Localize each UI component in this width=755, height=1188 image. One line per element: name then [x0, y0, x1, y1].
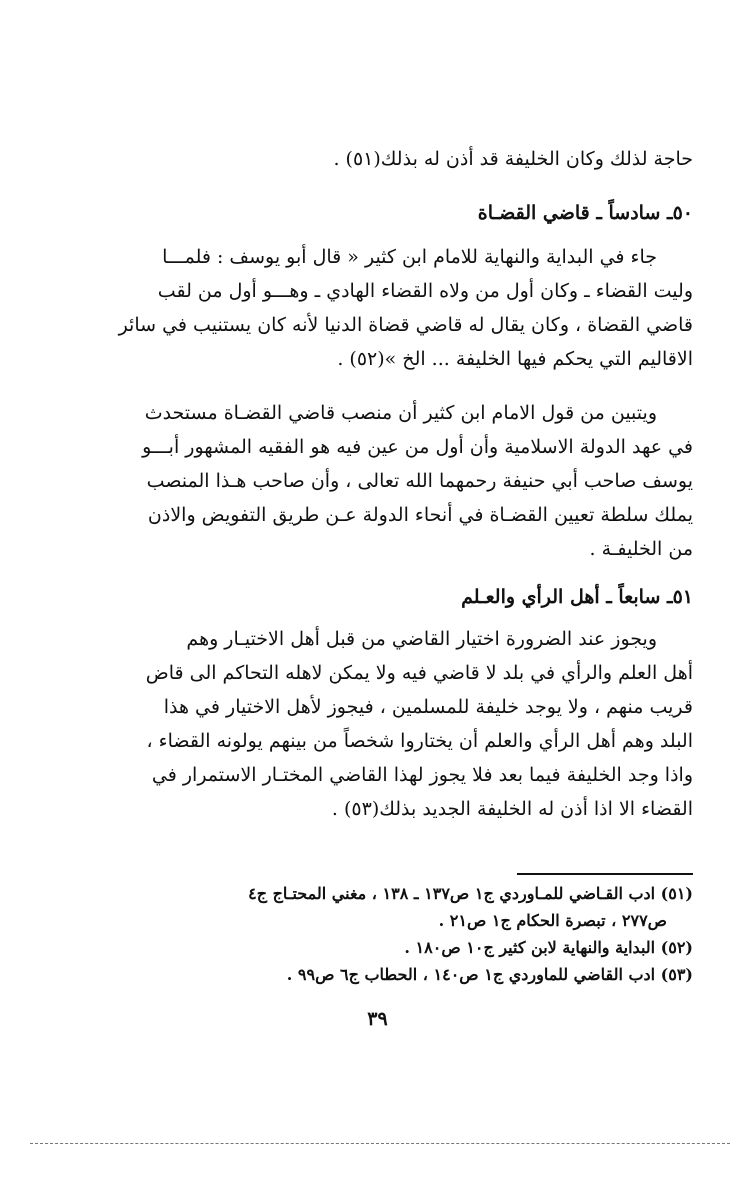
section-50-paragraph-1: [62, 240, 693, 376]
paragraph-line: جاء في البداية والنهاية للامام ابن كثير « قال أبو يوسف : فلمـــا: [162, 246, 657, 268]
paragraph-line: ويتبين من قول الامام ابن كثير أن منصب قاضي القضـاة مستحدث: [144, 402, 657, 424]
section-50-paragraph-2: [62, 396, 693, 566]
scan-edge-divider: [30, 1143, 730, 1144]
intro-line: حاجة لذلك وكان الخليفة قد أذن له بذلك(٥١) .: [333, 148, 693, 170]
paragraph-line: وليت القضاء ـ وكان أول من ولاه القضاء الهادي ـ وهـــو أول من لقب: [157, 280, 693, 302]
section-51-paragraph: [62, 622, 693, 826]
footnotes: [62, 880, 693, 988]
paragraph-line: يملك سلطة تعيين القضـاة في أنحاء الدولة عـن طريق التفويض والاذن: [147, 504, 693, 526]
footnote-line: (٥٣) ادب القاضي للماوردي ج١ ص١٤٠ ، الحطاب ج٦ ص٩٩ .: [286, 965, 693, 984]
paragraph-line: قاضي القضاة ، وكان يقال له قاضي قضاة الدنيا لأنه كان يستنيب في سائر: [118, 314, 693, 336]
footnote-line: (٥١) ادب القـاضي للمـاوردي ج١ ص١٣٧ ـ ١٣٨ ، مغني المحتـاج ج٤: [248, 884, 693, 903]
footnote-line: ص٢٧٧ ، تبصرة الحكام ج١ ص٢١ .: [438, 911, 667, 930]
footnote-divider: [517, 873, 693, 875]
section-50-heading: ٥٠ـ سادساً ـ قاضي القضـاة: [477, 202, 693, 224]
paragraph-line: أهل العلم والرأي في بلد لا قاضي فيه ولا يمكن لاهله التحاكم الى قاض: [145, 662, 693, 684]
page-number: ٣٩: [367, 1008, 388, 1030]
paragraph-line: من الخليفـة .: [589, 538, 693, 560]
section-51-heading: ٥١ـ سابعاً ـ أهل الرأي والعـلم: [461, 586, 693, 608]
paragraph-line: ويجوز عند الضرورة اختيار القاضي من قبل أهل الاختيـار وهم: [186, 628, 657, 650]
footnote-line: (٥٢) البداية والنهاية لابن كثير ج١٠ ص١٨٠ .: [404, 938, 693, 957]
paragraph-line: قريب منهم ، ولا يوجد خليفة للمسلمين ، فيجوز لأهل الاختيار في هذا: [163, 696, 693, 718]
paragraph-line: الاقاليم التي يحكم فيها الخليفة ... الخ »(٥٢) .: [337, 348, 693, 370]
paragraph-line: في عهد الدولة الاسلامية وأن أول من عين فيه هو الفقيه المشهور أبـــو: [142, 436, 693, 458]
paragraph-line: واذا وجد الخليفة فيما بعد فلا يجوز لهذا القاضي المختـار الاستمرار في: [151, 764, 693, 786]
paragraph-line: يوسف صاحب أبي حنيفة رحمهما الله تعالى ، وأن صاحب هـذا المنصب: [146, 470, 693, 492]
intro-block: [62, 142, 693, 176]
paragraph-line: القضاء الا اذا أذن له الخليفة الجديد بذلك(٥٣) .: [331, 798, 693, 820]
paragraph-line: البلد وهم أهل الرأي والعلم أن يختاروا شخصاً من بينهم يولونه القضاء ،: [146, 730, 693, 752]
